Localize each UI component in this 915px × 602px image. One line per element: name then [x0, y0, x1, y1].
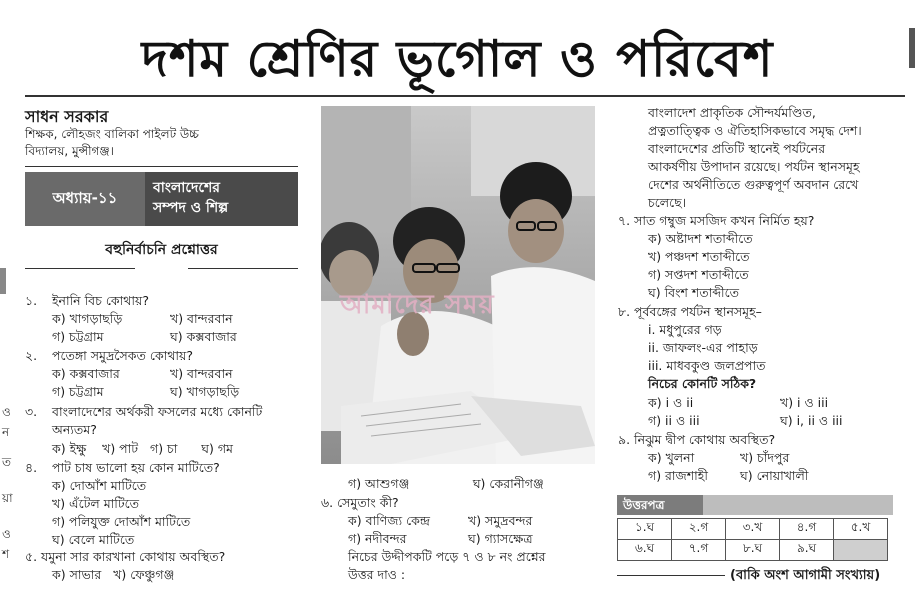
option: ঘ) খাগড়াছড়ি — [170, 384, 240, 399]
question-text: অন্যতম? — [52, 422, 97, 437]
statement: iii. মাধবকুণ্ড জলপ্রপাত — [648, 358, 766, 373]
answer-cell: ৪.গ — [780, 519, 834, 540]
stimulus-instruction: নিচের উদ্দীপকটি পড়ে ৭ ও ৮ নং প্রশ্নের — [348, 549, 546, 564]
answer-cell: ১.ঘ — [618, 519, 672, 540]
section-rule-right — [188, 268, 298, 269]
option: গ) চট্টগ্রাম — [52, 329, 104, 344]
option: ক) অষ্টাদশ শতাব্দীতে — [648, 231, 753, 246]
option: খ) চাঁদপুর — [740, 450, 790, 465]
statement: ii. জাফলং-এর পাহাড় — [648, 340, 758, 355]
option: ক) কক্সবাজার — [52, 366, 120, 381]
question-text: ৬. সেমুতাং কী? — [321, 495, 399, 510]
passage-line: চলেছে। — [648, 195, 687, 210]
option: ঘ) বিংশ শতাব্দীতে — [648, 285, 740, 300]
option: গ) চট্টগ্রাম — [52, 384, 104, 399]
option: খ) বান্দরবান — [170, 311, 233, 326]
margin-fragment: ও — [2, 527, 11, 541]
option: গ) ii ও iii — [648, 413, 700, 428]
passage-line: বাংলাদেশের প্রতিটি স্থানেই পর্যটনের — [648, 141, 826, 156]
author-role — [25, 126, 305, 160]
option: গ) সপ্তদশ শতাব্দীতে — [648, 267, 749, 282]
question-text: ৭. সাত গম্বুজ মসজিদ কখন নির্মিত হয়? — [618, 213, 815, 228]
answer-sheet-header — [617, 495, 893, 515]
option-row: ক) সাভার খ) ফেঞ্চুগঞ্জ — [52, 567, 175, 582]
option: খ) এঁটেল মাটিতে — [52, 496, 140, 511]
author-name: সাধন সরকার — [25, 107, 109, 126]
passage-line: বাংলাদেশ প্রাকৃতিক সৌন্দর্যমণ্ডিত, — [648, 105, 816, 120]
chapter-title — [145, 172, 298, 226]
question-text: ৮. পূর্ববঙ্গের পর্যটন স্থানসমূহ– — [618, 304, 762, 319]
option-row: ক) ইক্ষু খ) পাট গ) চা ঘ) গম — [52, 441, 233, 456]
passage-line: দেশের অর্থনীতিতে গুরুত্বপূর্ণ অবদান রেখে — [648, 177, 859, 192]
option: খ) সমুদ্রবন্দর — [468, 513, 533, 528]
chapter-title-line: বাংলাদেশের — [153, 180, 220, 196]
margin-fragment: ত — [2, 455, 12, 469]
option: খ) বান্দরবান — [170, 366, 233, 381]
option: ক) খুলনা — [648, 450, 695, 465]
answer-cell: ৩.খ — [726, 519, 780, 540]
question-text: ৯. নিঝুম দ্বীপ কোথায় অবস্থিত? — [618, 432, 776, 447]
option: খ) পঞ্চদশ শতাব্দীতে — [648, 249, 750, 264]
statement: i. মধুপুরের গড় — [648, 322, 722, 337]
stimulus-instruction: উত্তর দাও : — [348, 567, 406, 582]
answer-cell: ৮.ঘ — [726, 540, 780, 561]
author-rule — [25, 166, 298, 167]
continuation-note: (বাকি অংশ আগামী সংখ্যায়) — [730, 568, 881, 583]
author-role-line: শিক্ষক, লৌহজং বালিকা পাইলট উচ্চ — [25, 127, 199, 141]
answer-cell: ৬.ঘ — [618, 540, 672, 561]
option: ঘ) i, ii ও iii — [780, 413, 843, 428]
option: ঘ) গ্যাসক্ষেত্র — [468, 531, 533, 546]
option: ঘ) বেলে মাটিতে — [52, 532, 135, 547]
option-row: গ) আশুগঞ্জ ঘ) কেরানীগঞ্জ — [348, 476, 544, 491]
section-heading: বহুনির্বাচনি প্রশ্নোত্তর — [105, 242, 218, 258]
answer-table — [617, 518, 888, 561]
passage-line: আকর্ষণীয় উপাদান রয়েছে। পর্যটন স্থানসমূহ — [648, 159, 860, 174]
margin-fragment: য়া — [2, 491, 13, 505]
watermark-logo: আমাদের সময় — [340, 290, 495, 320]
option: ঘ) কক্সবাজার — [170, 329, 237, 344]
question-text: ৫. যমুনা সার কারখানা কোথায় অবস্থিত? — [25, 549, 226, 564]
answer-cell: ৫.খ — [834, 519, 888, 540]
answer-sheet-title: উত্তরপত্র — [617, 495, 703, 515]
margin-fragment: শ — [2, 547, 10, 561]
question-text: পাট চাষ ভালো হয় কোন মাটিতে? — [52, 460, 220, 475]
footer-rule — [617, 575, 725, 576]
answer-row — [618, 519, 888, 540]
answer-cell: ৯.ঘ — [780, 540, 834, 561]
answer-row — [618, 540, 888, 561]
chapter-label: অধ্যায়-১১ — [25, 172, 145, 226]
option: গ) পলিযুক্ত দোআঁশ মাটিতে — [52, 514, 191, 529]
option: খ) i ও iii — [780, 395, 829, 410]
section-rule-left — [25, 268, 135, 269]
option: ক) i ও ii — [648, 395, 694, 410]
answer-cell: ৭.গ — [672, 540, 726, 561]
chapter-title-line: সম্পদ ও শিল্প — [153, 200, 229, 216]
question-text: পতেঙ্গা সমুদ্রসৈকত কোথায়? — [52, 348, 194, 363]
question-text: বাংলাদেশের অর্থকরী ফসলের মধ্যে কোনটি — [52, 404, 263, 419]
answer-cell-empty — [834, 540, 888, 561]
right-edge-marker — [909, 28, 915, 68]
option: ক) বাণিজ্য কেন্দ্র — [348, 513, 431, 528]
question-number: ২. — [25, 348, 38, 363]
author-role-line: বিদ্যালয়, মুন্সীগঞ্জ। — [25, 144, 114, 158]
question-text: ইনানি বিচ কোথায়? — [52, 293, 150, 308]
title-rule — [25, 95, 905, 97]
margin-fragment: ও — [2, 405, 11, 419]
option: ঘ) নোয়াখালী — [740, 468, 809, 483]
page-title: দশম শ্রেণির ভূগোল ও পরিবেশ — [141, 29, 774, 88]
question-number: ১. — [25, 293, 38, 308]
question-prompt: নিচের কোনটি সঠিক? — [648, 376, 757, 391]
chapter-box — [25, 172, 298, 226]
option: ক) খাগড়াছড়ি — [52, 311, 123, 326]
option: গ) রাজশাহী — [648, 468, 708, 483]
question-number: ৩. — [25, 404, 38, 419]
question-number: ৪. — [25, 460, 38, 475]
passage-line: প্রত্নতাত্ত্বিক ও ঐতিহাসিকভাবে সমৃদ্ধ দেশ। — [648, 123, 862, 138]
option: ক) দোআঁশ মাটিতে — [52, 478, 147, 493]
margin-fragment: ন — [2, 425, 10, 439]
answer-cell: ২.গ — [672, 519, 726, 540]
margin-marker — [0, 268, 6, 294]
option: গ) নদীবন্দর — [348, 531, 407, 546]
